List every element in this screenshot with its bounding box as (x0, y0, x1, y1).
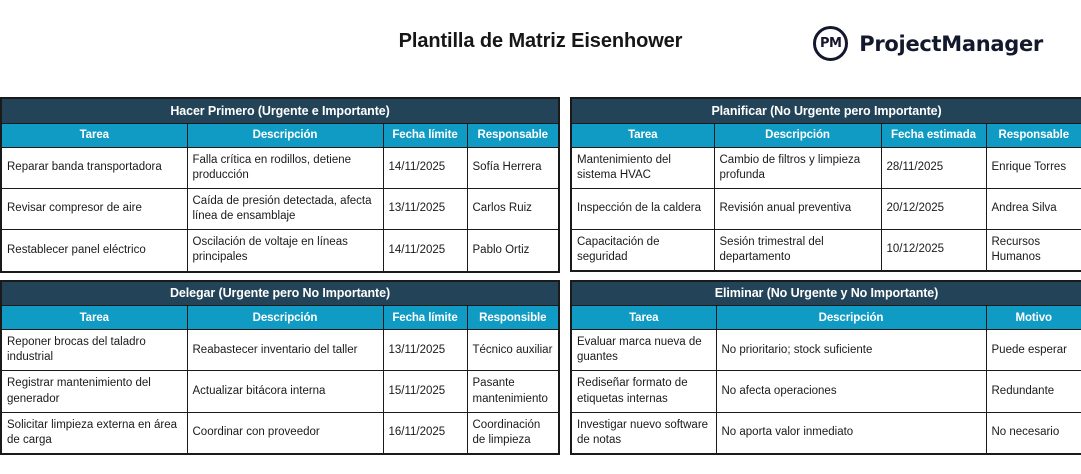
table-row[interactable] (571, 371, 1081, 412)
column-header-fecha-estimada: Fecha estimada (881, 123, 986, 147)
quadrant-title-row (571, 281, 1081, 306)
cell-description[interactable]: Revisión anual preventiva (714, 188, 881, 229)
cell-task[interactable]: Revisar compresor de aire (1, 188, 187, 229)
quadrant-delegate (0, 280, 558, 456)
cell-date[interactable]: 14/11/2025 (383, 230, 467, 272)
cell-date[interactable]: 28/11/2025 (881, 147, 986, 188)
cell-description[interactable]: Caída de presión detectada, afecta línea de ensamblaje (187, 188, 383, 229)
cell-date[interactable]: 15/11/2025 (383, 371, 467, 412)
cell-description[interactable]: No aporta valor inmediato (716, 412, 986, 454)
cell-date[interactable]: 14/11/2025 (383, 147, 467, 188)
column-header-fecha: Fecha límite (383, 306, 467, 330)
cell-description[interactable]: No prioritario; stock suficiente (716, 330, 986, 371)
table-row[interactable] (1, 188, 559, 229)
column-header-motivo: Motivo (986, 306, 1081, 330)
quadrant-table-do-first (0, 97, 560, 273)
quadrant-schedule (558, 97, 1081, 273)
cell-description[interactable]: Sesión trimestral del departamento (714, 229, 881, 271)
column-header-responsible: Responsible (467, 306, 559, 330)
cell-task[interactable]: Evaluar marca nueva de guantes (571, 330, 716, 371)
cell-owner[interactable]: Pasante mantenimiento (467, 371, 559, 412)
column-header-tarea: Tarea (571, 123, 714, 147)
table-row[interactable] (571, 147, 1081, 188)
column-header-tarea: Tarea (1, 306, 187, 330)
quadrant-title-eliminate: Eliminar (No Urgente y No Importante) (571, 281, 1081, 306)
cell-date[interactable]: 13/11/2025 (383, 330, 467, 371)
table-row[interactable] (1, 412, 559, 454)
column-header-descripcion: Descripción (716, 306, 986, 330)
column-header-tarea: Tarea (571, 306, 716, 330)
cell-task[interactable]: Solicitar limpieza externa en área de carga (1, 412, 187, 454)
page-header (0, 0, 1081, 96)
cell-description[interactable]: Actualizar bitácora interna (187, 371, 383, 412)
cell-task[interactable]: Registrar mantenimiento del generador (1, 371, 187, 412)
column-header-row (1, 306, 559, 330)
cell-task[interactable]: Mantenimiento del sistema HVAC (571, 147, 714, 188)
column-header-descripcion: Descripción (714, 123, 881, 147)
cell-description[interactable]: Cambio de filtros y limpieza profunda (714, 147, 881, 188)
quadrant-table-schedule (570, 97, 1081, 272)
column-header-row (571, 306, 1081, 330)
cell-task[interactable]: Reponer brocas del taladro industrial (1, 330, 187, 371)
cell-owner[interactable]: Técnico auxiliar (467, 330, 559, 371)
cell-owner[interactable]: Carlos Ruiz (467, 188, 559, 229)
cell-description[interactable]: No afecta operaciones (716, 371, 986, 412)
cell-owner[interactable]: Andrea Silva (986, 188, 1081, 229)
cell-description[interactable]: Falla crítica en rodillos, detiene producción (187, 147, 383, 188)
cell-date[interactable]: 10/12/2025 (881, 229, 986, 271)
quadrant-table-delegate (0, 280, 560, 456)
brand-name: ProjectManager (859, 31, 1043, 56)
quadrant-title-row (1, 98, 559, 123)
page-title: Plantilla de Matriz Eisenhower (398, 30, 683, 52)
table-row[interactable] (1, 230, 559, 272)
table-row[interactable] (1, 147, 559, 188)
table-row[interactable] (571, 188, 1081, 229)
matrix-grid (0, 97, 1081, 455)
cell-description[interactable]: Reabastecer inventario del taller (187, 330, 383, 371)
cell-owner[interactable]: Recursos Humanos (986, 229, 1081, 271)
cell-reason[interactable]: No necesario (986, 412, 1081, 454)
project-manager-circle-icon: PM (813, 26, 848, 61)
cell-owner[interactable]: Coordinación de limpieza (467, 412, 559, 454)
table-row[interactable] (571, 330, 1081, 371)
quadrant-do-first (0, 97, 558, 273)
cell-owner[interactable]: Enrique Torres (986, 147, 1081, 188)
table-row[interactable] (571, 229, 1081, 271)
cell-description[interactable]: Oscilación de voltaje en líneas principales (187, 230, 383, 272)
cell-reason[interactable]: Redundante (986, 371, 1081, 412)
brand-logo (813, 26, 1043, 61)
cell-date[interactable]: 16/11/2025 (383, 412, 467, 454)
column-header-responsable: Responsable (986, 123, 1081, 147)
column-header-descripcion: Descripción (187, 306, 383, 330)
cell-task[interactable]: Investigar nuevo software de notas (571, 412, 716, 454)
quadrant-title-do-first: Hacer Primero (Urgente e Importante) (1, 98, 559, 123)
cell-task[interactable]: Reparar banda transportadora (1, 147, 187, 188)
quadrant-title-row (571, 98, 1081, 123)
column-header-fecha: Fecha límite (383, 123, 467, 147)
cell-task[interactable]: Restablecer panel eléctrico (1, 230, 187, 272)
cell-date[interactable]: 20/12/2025 (881, 188, 986, 229)
quadrant-title-row (1, 281, 559, 306)
quadrant-title-delegate: Delegar (Urgente pero No Importante) (1, 281, 559, 306)
cell-owner[interactable]: Sofía Herrera (467, 147, 559, 188)
column-header-responsable: Responsable (467, 123, 559, 147)
cell-owner[interactable]: Pablo Ortiz (467, 230, 559, 272)
column-header-row (571, 123, 1081, 147)
column-header-tarea: Tarea (1, 123, 187, 147)
table-row[interactable] (1, 330, 559, 371)
quadrant-eliminate (558, 280, 1081, 456)
quadrant-table-eliminate (570, 280, 1081, 456)
quadrant-title-schedule: Planificar (No Urgente pero Importante) (571, 98, 1081, 123)
table-row[interactable] (571, 412, 1081, 454)
cell-reason[interactable]: Puede esperar (986, 330, 1081, 371)
column-header-row (1, 123, 559, 147)
cell-date[interactable]: 13/11/2025 (383, 188, 467, 229)
cell-task[interactable]: Capacitación de seguridad (571, 229, 714, 271)
cell-description[interactable]: Coordinar con proveedor (187, 412, 383, 454)
cell-task[interactable]: Inspección de la caldera (571, 188, 714, 229)
cell-task[interactable]: Rediseñar formato de etiquetas internas (571, 371, 716, 412)
column-header-descripcion: Descripción (187, 123, 383, 147)
table-row[interactable] (1, 371, 559, 412)
